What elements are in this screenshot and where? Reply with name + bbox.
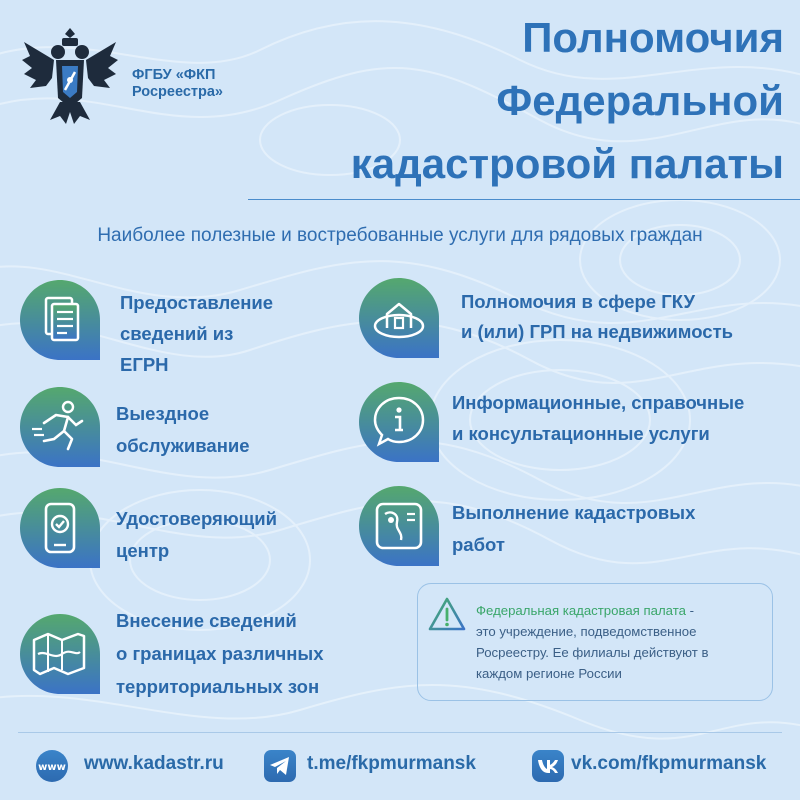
running-person-icon: [18, 385, 102, 469]
service-label-line: территориальных зон: [116, 676, 320, 697]
note-line1-rest: -: [685, 603, 694, 618]
info-note-box: [417, 583, 773, 701]
title-line3: кадастровой палаты: [350, 140, 784, 187]
organization-name-line1: ФГБУ «ФКП: [132, 67, 216, 83]
service-label-line: ЕГРН: [120, 354, 169, 375]
service-label-line: сведений из: [120, 323, 234, 344]
house-icon: [357, 276, 441, 360]
service-label-line: Удостоверяющий: [116, 508, 277, 529]
telegram-link[interactable]: t.me/fkpmurmansk: [307, 753, 476, 774]
map-document-icon: [357, 484, 441, 568]
phone-check-icon: [18, 486, 102, 570]
service-label-line: Внесение сведений: [116, 610, 297, 631]
note-line4: каждом регионе России: [476, 666, 622, 681]
eagle-emblem-icon: [20, 20, 120, 130]
document-icon: [18, 278, 102, 362]
title-line2: Федеральной: [496, 77, 784, 124]
globe-www-icon: [34, 748, 70, 784]
warning-icon: [428, 596, 466, 632]
note-text: [476, 600, 766, 684]
note-line3: Росреестру. Ее филиалы действуют в: [476, 645, 709, 660]
service-label-zones: [116, 604, 324, 703]
title-divider: [248, 199, 800, 200]
service-label-line: Полномочия в сфере ГКУ: [461, 291, 695, 312]
title-line1: Полномочия: [522, 14, 784, 61]
service-label-line: Выездное: [116, 403, 210, 424]
service-label-line: обслуживание: [116, 435, 250, 456]
note-accent-text: Федеральная кадастровая палата: [476, 603, 686, 618]
website-link[interactable]: www.kadastr.ru: [84, 753, 224, 774]
note-line2: это учреждение, подведомственное: [476, 624, 697, 639]
vk-link[interactable]: vk.com/fkpmurmansk: [571, 753, 767, 774]
www-icon-text: www: [38, 762, 66, 773]
footer-divider: [18, 732, 782, 733]
service-label-gku-grp: [461, 287, 733, 347]
service-label-cadastral-works: [452, 497, 695, 561]
page-title: [224, 6, 784, 195]
service-label-line: работ: [452, 534, 505, 555]
info-icon: [357, 380, 441, 464]
folded-map-icon: [18, 612, 102, 696]
service-label-egrn: [120, 287, 273, 380]
service-label-line: о границах различных: [116, 643, 324, 664]
service-label-mobile: [116, 398, 250, 462]
service-label-line: Предоставление: [120, 292, 274, 313]
service-label-line: и (или) ГРП на недвижимость: [461, 321, 733, 342]
service-label-line: центр: [116, 540, 170, 561]
service-label-line: Информационные, справочные: [452, 392, 745, 413]
note-line1: [476, 600, 766, 621]
vk-icon: [530, 748, 566, 784]
page-subtitle: Наиболее полезные и востребованные услуги для рядовых граждан: [97, 225, 703, 246]
telegram-icon: [262, 748, 298, 784]
service-label-info: [452, 387, 744, 449]
service-label-line: Выполнение кадастровых: [452, 502, 696, 523]
service-label-certification: [116, 503, 277, 567]
service-label-line: и консультационные услуги: [452, 423, 710, 444]
organization-name-line2: Росреестра»: [132, 84, 223, 100]
